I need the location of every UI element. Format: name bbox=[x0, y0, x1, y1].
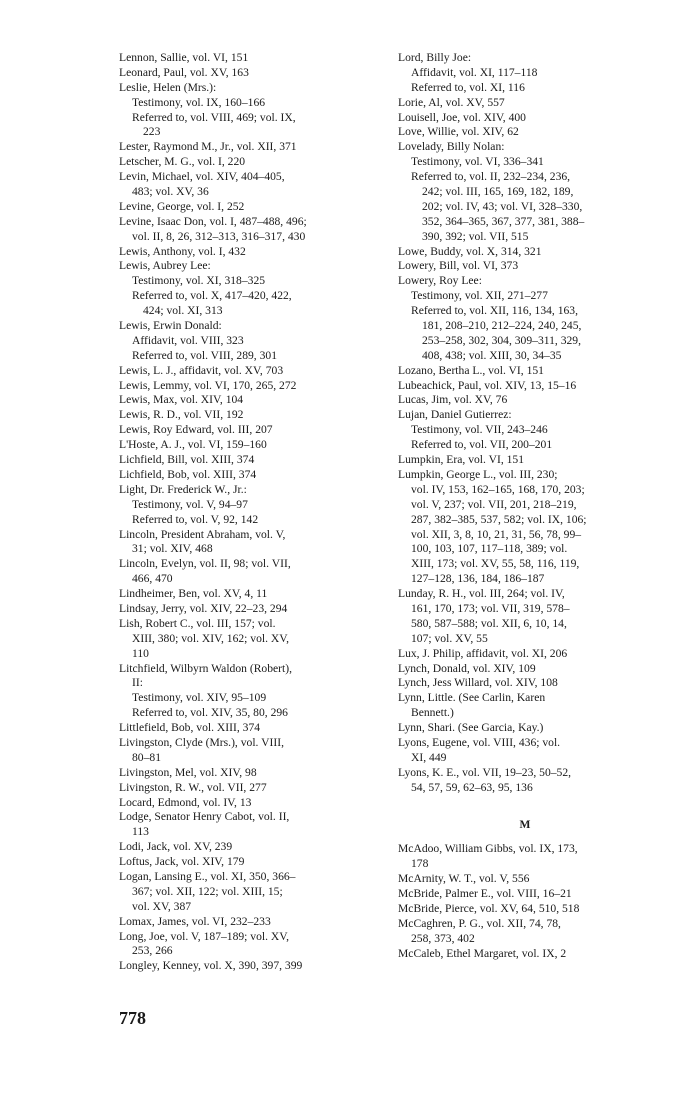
index-subentry: XIII, 173; vol. XV, 55, 58, 116, 119, bbox=[411, 557, 580, 571]
index-entry: Lowery, Roy Lee: bbox=[398, 274, 482, 288]
index-entry: Levin, Michael, vol. XIV, 404–405, bbox=[119, 170, 285, 184]
index-entry: Lynch, Jess Willard, vol. XIV, 108 bbox=[398, 676, 558, 690]
index-entry: Lichfield, Bob, vol. XIII, 374 bbox=[119, 467, 257, 481]
index-entry: McAdoo, William Gibbs, vol. IX, 173, bbox=[398, 842, 578, 856]
index-entry: Litchfield, Wilbyrn Waldon (Robert), bbox=[119, 661, 293, 675]
index-entry: Leonard, Paul, vol. XV, 163 bbox=[119, 65, 249, 79]
page-number: 778 bbox=[119, 1008, 146, 1028]
index-entry: Lomax, James, vol. VI, 232–233 bbox=[119, 914, 271, 928]
index-entry: McCaleb, Ethel Margaret, vol. IX, 2 bbox=[398, 946, 567, 960]
index-subentry: vol. XV, 387 bbox=[132, 899, 192, 913]
index-entry: Lyons, K. E., vol. VII, 19–23, 50–52, bbox=[398, 765, 572, 779]
index-entry: Lord, Billy Joe: bbox=[398, 51, 472, 64]
index-entry: Levine, George, vol. I, 252 bbox=[119, 199, 245, 213]
index-entry: McArnity, W. T., vol. V, 556 bbox=[398, 872, 530, 886]
index-entry: Livingston, Clyde (Mrs.), vol. VIII, bbox=[119, 735, 284, 749]
index-subentry: 424; vol. XI, 313 bbox=[143, 304, 223, 318]
index-subentry: 367; vol. XII, 122; vol. XIII, 15; bbox=[132, 884, 283, 898]
index-subentry: Bennett.) bbox=[411, 706, 454, 720]
index-subentry: 181, 208–210, 212–224, 240, 245, bbox=[422, 319, 582, 333]
index-subentry: 161, 170, 173; vol. VII, 319, 578– bbox=[411, 601, 570, 615]
index-entry: Lynn, Shari. (See Garcia, Kay.) bbox=[398, 721, 544, 735]
index-entry: Lewis, Aubrey Lee: bbox=[119, 259, 211, 273]
index-subentry: Testimony, vol. VI, 336–341 bbox=[411, 155, 544, 169]
index-entry: Lowery, Bill, vol. VI, 373 bbox=[398, 259, 519, 273]
index-entry: Loftus, Jack, vol. XIV, 179 bbox=[119, 855, 245, 869]
index-entry: Lovelady, Billy Nolan: bbox=[398, 140, 505, 154]
index-entry: Lynch, Donald, vol. XIV, 109 bbox=[398, 661, 536, 675]
index-entry: Lewis, Anthony, vol. I, 432 bbox=[119, 244, 246, 258]
index-subentry: Testimony, vol. V, 94–97 bbox=[132, 497, 248, 511]
index-subentry: Testimony, vol. XIV, 95–109 bbox=[132, 691, 267, 705]
index-entry: Lujan, Daniel Gutierrez: bbox=[398, 408, 512, 422]
index-subentry: Affidavit, vol. VIII, 323 bbox=[132, 333, 244, 347]
index-subentry: 107; vol. XV, 55 bbox=[411, 631, 488, 645]
index-entry: Louisell, Joe, vol. XIV, 400 bbox=[398, 110, 526, 124]
index-subentry: Testimony, vol. IX, 160–166 bbox=[132, 95, 266, 109]
index-entry: Lumpkin, George L., vol. III, 230; bbox=[398, 467, 558, 481]
index-entry: Longley, Kenney, vol. X, 390, 397, 399 bbox=[119, 959, 303, 973]
index-entry: Livingston, R. W., vol. VII, 277 bbox=[119, 780, 267, 794]
index-subentry: Referred to, vol. X, 417–420, 422, bbox=[132, 289, 292, 303]
index-entry: Lodge, Senator Henry Cabot, vol. II, bbox=[119, 810, 290, 824]
index-subentry: 100, 103, 107, 117–118, 389; vol. bbox=[411, 542, 568, 556]
index-entry: Lowe, Buddy, vol. X, 314, 321 bbox=[398, 244, 542, 258]
index-entry: Light, Dr. Frederick W., Jr.: bbox=[119, 482, 247, 496]
index-entry: Lewis, L. J., affidavit, vol. XV, 703 bbox=[119, 363, 284, 377]
index-subentry: 127–128, 136, 184, 186–187 bbox=[411, 572, 545, 586]
index-entry: Long, Joe, vol. V, 187–189; vol. XV, bbox=[119, 929, 290, 943]
index-entry: Lennon, Sallie, vol. VI, 151 bbox=[119, 51, 249, 64]
index-subentry: 258, 373, 402 bbox=[411, 931, 475, 945]
index-subentry: 31; vol. XIV, 468 bbox=[132, 542, 213, 556]
index-entry: Leslie, Helen (Mrs.): bbox=[119, 80, 217, 94]
index-entry: McBride, Pierce, vol. XV, 64, 510, 518 bbox=[398, 901, 580, 915]
index-subentry: 54, 57, 59, 62–63, 95, 136 bbox=[411, 780, 533, 794]
index-subentry: Affidavit, vol. XI, 117–118 bbox=[411, 65, 538, 79]
index-subentry: 242; vol. III, 165, 169, 182, 189, bbox=[422, 185, 574, 199]
index-entry: Lindheimer, Ben, vol. XV, 4, 11 bbox=[119, 587, 268, 601]
index-entry: Littlefield, Bob, vol. XIII, 374 bbox=[119, 721, 261, 735]
index-subentry: 287, 382–385, 537, 582; vol. IX, 106; bbox=[411, 512, 587, 526]
index-list-m bbox=[398, 842, 652, 961]
index-entry: Lynn, Little. (See Carlin, Karen bbox=[398, 691, 546, 705]
index-entry: Lubeachick, Paul, vol. XIV, 13, 15–16 bbox=[398, 378, 577, 392]
index-subentry: vol. XII, 3, 8, 10, 21, 31, 56, 78, 99– bbox=[411, 527, 582, 541]
index-entry: Lorie, Al, vol. XV, 557 bbox=[398, 95, 505, 109]
index-entry: Lindsay, Jerry, vol. XIV, 22–23, 294 bbox=[119, 601, 288, 615]
index-subentry: vol. V, 237; vol. VII, 201, 218–219, bbox=[411, 497, 577, 511]
index-subentry: vol. II, 8, 26, 312–313, 316–317, 430 bbox=[132, 229, 306, 243]
index-subentry: 408, 438; vol. XIII, 30, 34–35 bbox=[422, 348, 562, 362]
section-letter-heading: M bbox=[519, 818, 531, 832]
index-subentry: Referred to, vol. VIII, 469; vol. IX, bbox=[132, 110, 296, 124]
index-subentry: 580, 587–588; vol. XII, 6, 10, 14, bbox=[411, 616, 567, 630]
index-subentry: Testimony, vol. VII, 243–246 bbox=[411, 423, 548, 437]
index-entry: Lyons, Eugene, vol. VIII, 436; vol. bbox=[398, 735, 561, 749]
index-subentry: 110 bbox=[132, 646, 149, 660]
index-subentry: 253–258, 302, 304, 309–311, 329, bbox=[422, 333, 581, 347]
index-subentry: 483; vol. XV, 36 bbox=[132, 185, 209, 199]
index-subentry: XIII, 380; vol. XIV, 162; vol. XV, bbox=[132, 631, 290, 645]
index-subentry: II: bbox=[132, 676, 143, 690]
index-entry: Lux, J. Philip, affidavit, vol. XI, 206 bbox=[398, 646, 568, 660]
index-subentry: Referred to, vol. VII, 200–201 bbox=[411, 438, 553, 452]
index-subentry: 178 bbox=[411, 857, 429, 871]
index-subentry: XI, 449 bbox=[411, 750, 447, 764]
index-entry: Lester, Raymond M., Jr., vol. XII, 371 bbox=[119, 140, 297, 154]
index-subentry: Testimony, vol. XI, 318–325 bbox=[132, 274, 266, 288]
index-subentry: Referred to, vol. XI, 116 bbox=[411, 80, 525, 94]
index-subentry: 253, 266 bbox=[132, 944, 173, 958]
index-subentry: 390, 392; vol. VII, 515 bbox=[422, 229, 529, 243]
index-column-right bbox=[398, 51, 652, 962]
index-subentry: Referred to, vol. XII, 116, 134, 163, bbox=[411, 304, 578, 318]
index-subentry: 352, 364–365, 367, 377, 381, 388– bbox=[422, 214, 585, 228]
index-subentry: vol. IV, 153, 162–165, 168, 170, 203; bbox=[411, 482, 585, 496]
index-entry: Lincoln, President Abraham, vol. V, bbox=[119, 527, 286, 541]
index-entry: Lumpkin, Era, vol. VI, 151 bbox=[398, 453, 525, 467]
index-entry: Lish, Robert C., vol. III, 157; vol. bbox=[119, 616, 276, 630]
index-subentry: 113 bbox=[132, 825, 149, 839]
index-entry: Lewis, Lemmy, vol. VI, 170, 265, 272 bbox=[119, 378, 297, 392]
index-entry: Lunday, R. H., vol. III, 264; vol. IV, bbox=[398, 587, 565, 601]
index-entry: Livingston, Mel, vol. XIV, 98 bbox=[119, 765, 257, 779]
index-subentry: 223 bbox=[143, 125, 161, 139]
index-entry: McBride, Palmer E., vol. VIII, 16–21 bbox=[398, 887, 572, 901]
index-entry: Logan, Lansing E., vol. XI, 350, 366– bbox=[119, 869, 296, 883]
index-subentry: Referred to, vol. II, 232–234, 236, bbox=[411, 170, 571, 184]
index-entry: Lewis, R. D., vol. VII, 192 bbox=[119, 408, 244, 422]
index-entry: Lucas, Jim, vol. XV, 76 bbox=[398, 393, 508, 407]
index-subentry: Referred to, vol. XIV, 35, 80, 296 bbox=[132, 706, 288, 720]
index-entry: Lewis, Max, vol. XIV, 104 bbox=[119, 393, 244, 407]
index-subentry: 202; vol. IV, 43; vol. VI, 328–330, bbox=[422, 199, 583, 213]
index-entry: Love, Willie, vol. XIV, 62 bbox=[398, 125, 519, 139]
index-entry: Lewis, Erwin Donald: bbox=[119, 319, 222, 333]
index-list-l-continued bbox=[398, 51, 652, 796]
index-subentry: 80–81 bbox=[132, 750, 161, 764]
index-subentry: 466, 470 bbox=[132, 572, 173, 586]
index-entry: L'Hoste, A. J., vol. VI, 159–160 bbox=[119, 438, 267, 452]
index-entry: Lewis, Roy Edward, vol. III, 207 bbox=[119, 423, 273, 437]
index-entry: Lodi, Jack, vol. XV, 239 bbox=[119, 840, 233, 854]
index-entry: Locard, Edmond, vol. IV, 13 bbox=[119, 795, 252, 809]
index-entry: Letscher, M. G., vol. I, 220 bbox=[119, 155, 246, 169]
index-entry: McCaghren, P. G., vol. XII, 74, 78, bbox=[398, 916, 561, 930]
index-entry: Lichfield, Bill, vol. XIII, 374 bbox=[119, 453, 255, 467]
index-entry: Lozano, Bertha L., vol. VI, 151 bbox=[398, 363, 544, 377]
index-subentry: Referred to, vol. V, 92, 142 bbox=[132, 512, 259, 526]
index-subentry: Referred to, vol. VIII, 289, 301 bbox=[132, 348, 277, 362]
index-entry: Lincoln, Evelyn, vol. II, 98; vol. VII, bbox=[119, 557, 291, 571]
index-entry: Levine, Isaac Don, vol. I, 487–488, 496; bbox=[119, 214, 307, 228]
index-column-left bbox=[119, 51, 373, 974]
index-subentry: Testimony, vol. XII, 271–277 bbox=[411, 289, 548, 303]
